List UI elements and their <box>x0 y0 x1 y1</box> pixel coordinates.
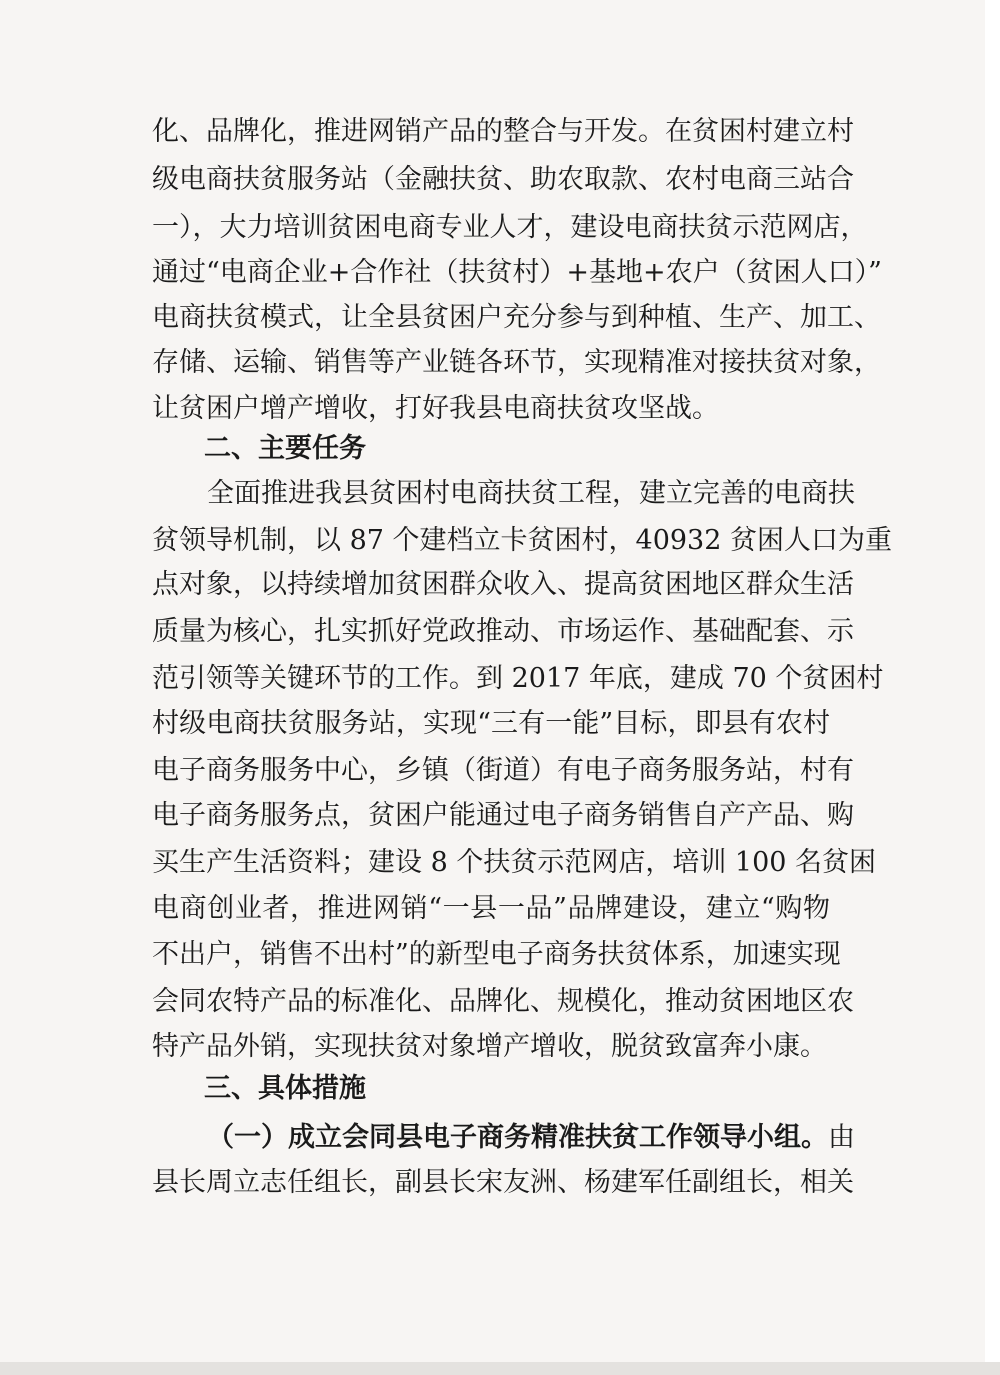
paragraph-line: 电子商务服务点，贫困户能通过电子商务销售自产产品、购 <box>152 800 854 831</box>
paragraph-line: 县长周立志任组长，副县长宋友洲、杨建军任副组长，相关 <box>152 1167 854 1198</box>
paragraph-line: 化、品牌化，推进网销产品的整合与开发。在贫困村建立村 <box>152 116 854 147</box>
paragraph-line: 电商创业者，推进网销“一县一品”品牌建设，建立“购物 <box>152 893 830 924</box>
paragraph-line: 不出户，销售不出村”的新型电子商务扶贫体系，加速实现 <box>152 939 841 970</box>
paragraph-line: 存储、运输、销售等产业链各环节，实现精准对接扶贫对象， <box>152 347 881 378</box>
paragraph-line: 点对象，以持续增加贫困群众收入、提高贫困地区群众生活 <box>152 569 854 600</box>
paragraph-line: 通过“电商企业+合作社（扶贫村）+基地+农户（贫困人口）” <box>152 257 882 288</box>
paragraph-line: 全面推进我县贫困村电商扶贫工程，建立完善的电商扶 <box>207 478 855 509</box>
paragraph-line: 电商扶贫模式，让全县贫困户充分参与到种植、生产、加工、 <box>152 302 881 333</box>
page-edge-right <box>985 0 1000 1375</box>
paragraph-line: 电子商务服务中心，乡镇（街道）有电子商务服务站，村有 <box>152 755 854 786</box>
paragraph-text: 由 <box>828 1122 855 1153</box>
paragraph-line: 贫领导机制，以 87 个建档立卡贫困村，40932 贫困人口为重 <box>152 525 892 556</box>
page-edge-bottom <box>0 1362 1000 1375</box>
paragraph-line: 买生产生活资料；建设 8 个扶贫示范网店，培训 100 名贫困 <box>152 847 877 878</box>
paragraph-line <box>207 1119 855 1157</box>
subsection-heading-leading-group: （一）成立会同县电子商务精准扶贫工作领导小组。 <box>207 1122 828 1153</box>
paragraph-line: 范引领等关键环节的工作。到 2017 年底，建成 70 个贫困村 <box>152 663 884 694</box>
paragraph-line: 级电商扶贫服务站（金融扶贫、助农取款、农村电商三站合 <box>152 164 854 195</box>
paragraph-line: 会同农特产品的标准化、品牌化、规模化，推动贫困地区农 <box>152 986 854 1017</box>
paragraph-line: 一），大力培训贫困电商专业人才，建设电商扶贫示范网店， <box>152 212 868 243</box>
paragraph-line: 村级电商扶贫服务站，实现“三有一能”目标，即县有农村 <box>152 708 830 739</box>
paragraph-line: 让贫困户增产增收，打好我县电商扶贫攻坚战。 <box>152 393 719 424</box>
section-heading-main-tasks: 二、主要任务 <box>204 433 366 464</box>
paragraph-line: 质量为核心，扎实抓好党政推动、市场运作、基础配套、示 <box>152 616 854 647</box>
paragraph-line: 特产品外销，实现扶贫对象增产增收，脱贫致富奔小康。 <box>152 1031 827 1062</box>
section-heading-specific-measures: 三、具体措施 <box>204 1073 366 1104</box>
